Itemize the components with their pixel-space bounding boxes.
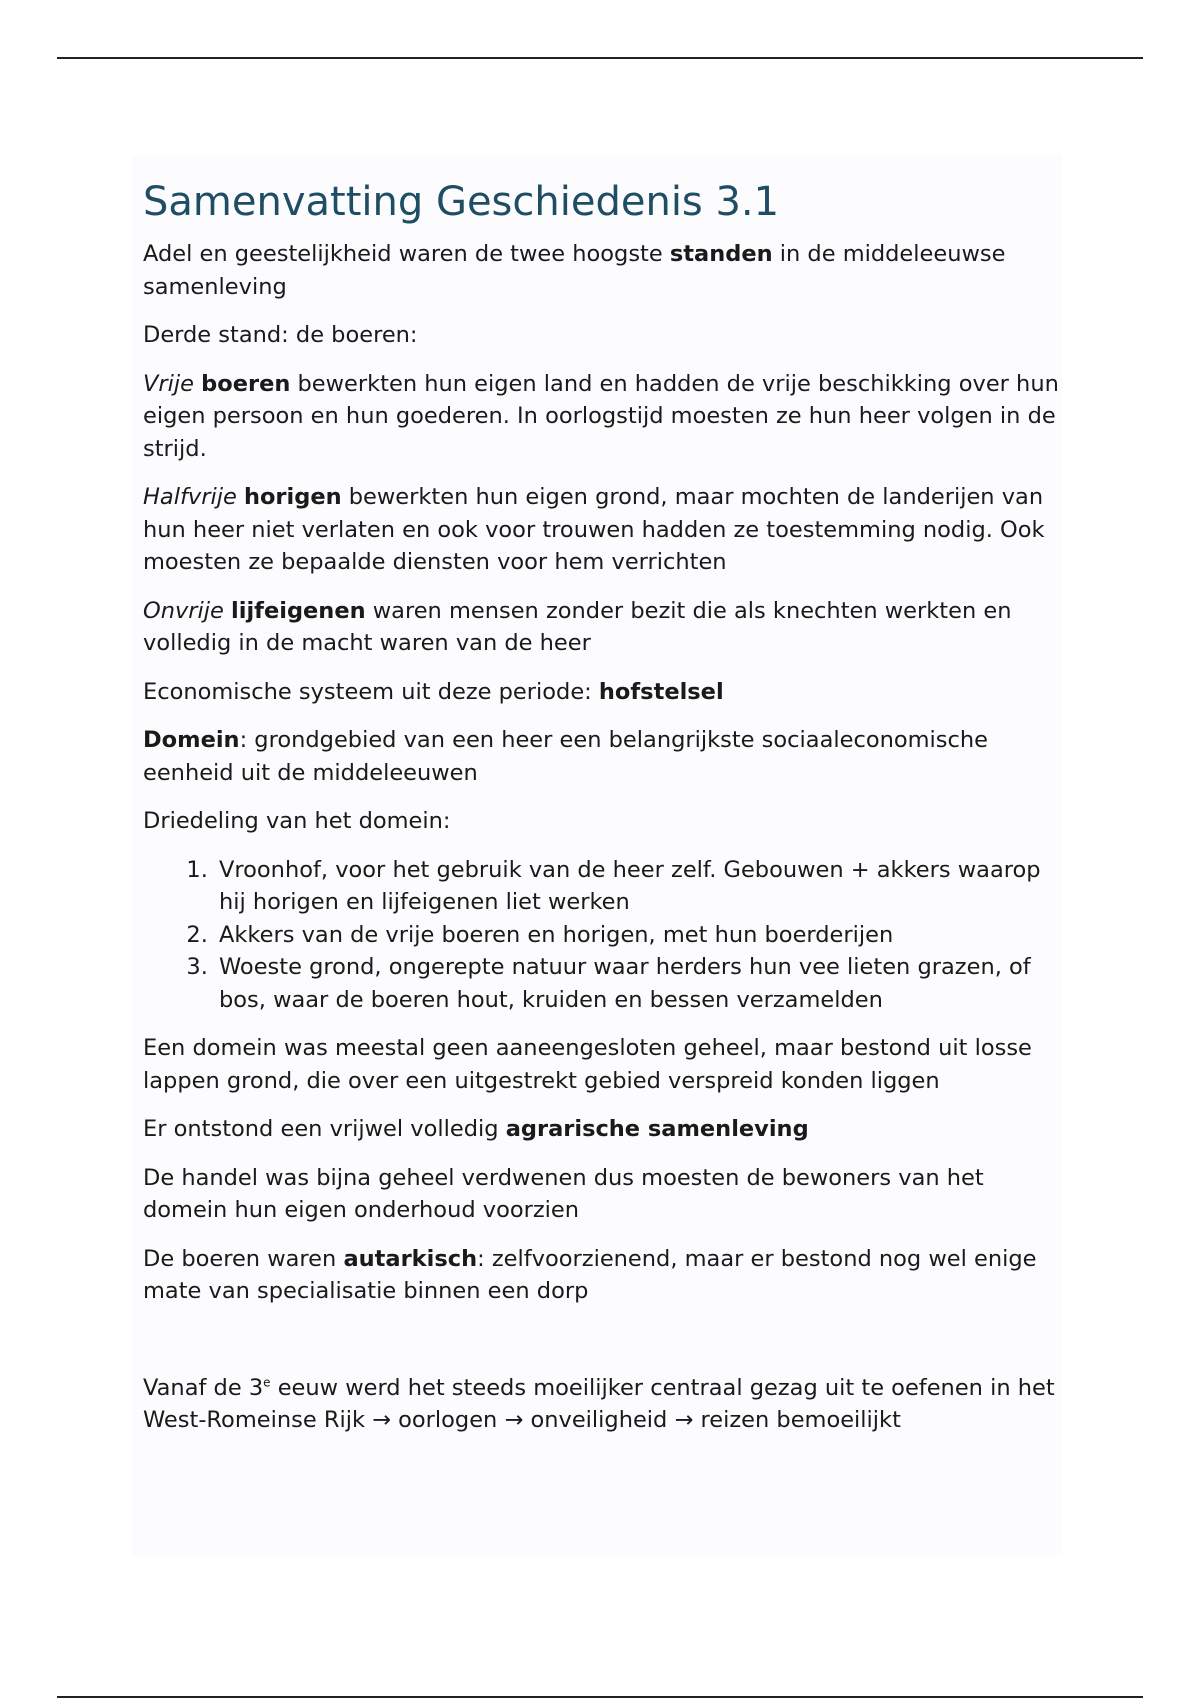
paragraph-agrarisch: Er ontstond een vrijwel volledig agrarische samenleving [143,1116,809,1142]
paragraph-vrije-boeren: Vrije boeren bewerkten hun eigen land en hadden de vrije beschikking over hun eigen persoon en hun goederen. In oorlogstijd moesten ze hun heer volgen in de strijd. [143,370,1059,462]
term-standen: standen [669,241,773,267]
paragraph-standen: Adel en geestelijkheid waren de twee hoogste standen in de middeleeuwse samenleving [143,241,1006,300]
list-item: 1. Vroonhof, voor het gebruik van de heer zelf. Gebouwen + akkers waarop hij horigen en lijfeigenen liet werken [215,854,1063,919]
paragraph-hofstelsel: Economische systeem uit deze periode: hofstelsel [143,678,724,705]
driedeling-list [143,854,1063,1017]
paragraph-autarkisch: De boeren waren autarkisch: zelfvoorzienend, maar er bestond nog wel enige mate van specialisatie binnen een dorp [143,1245,1037,1304]
paragraph-domein: Domein: grondgebied van een heer een belangrijkste sociaaleconomische eenheid uit de middeleeuwen [143,727,988,786]
term-horigen: horigen [243,484,342,510]
term-boeren: boeren [201,370,291,397]
paragraph-handel: De handel was bijna geheel verdwenen dus moesten de bewoners van het domein hun eigen onderhoud voorzien [143,1164,984,1223]
list-item: 2. Akkers van de vrije boeren en horigen, met hun boerderijen [215,919,1063,952]
paragraph-west-romeinse-rijk: Vanaf de 3e eeuw werd het steeds moeilijker centraal gezag uit te oefenen in het West-Romeinse Rijk → oorlogen → onveiligheid → reizen bemoeilijkt [143,1374,1055,1433]
term-hofstelsel: hofstelsel [598,678,724,705]
paragraph-driedeling: Driedeling van het domein: [143,808,451,834]
term-lijfeigenen: lijfeigenen [231,597,366,624]
term-autarkisch: autarkisch [343,1245,478,1272]
paragraph-horigen: Halfvrije horigen bewerkten hun eigen grond, maar mochten de landerijen van hun heer niet verlaten en ook voor trouwen hadden ze toestemming nodig. Ook moesten ze bepaalde diensten voor hem verrichten [143,484,1045,575]
paragraph-lijfeigenen: Onvrije lijfeigenen waren mensen zonder bezit die als knechten werkten en volledig in de macht waren van de heer [143,597,1012,656]
bottom-rule [57,1696,1143,1698]
document-body [143,176,1063,1453]
paragraph-losse-lappen: Een domein was meestal geen aaneengesloten geheel, maar bestond uit losse lappen grond, die over een uitgestrekt gebied verspreid konden liggen [143,1035,1032,1094]
term-agrarische-samenleving: agrarische samenleving [505,1116,809,1142]
paragraph-derde-stand: Derde stand: de boeren: [143,322,418,348]
top-rule [57,57,1143,59]
term-domein: Domein [143,727,240,753]
list-item: 3. Woeste grond, ongerepte natuur waar herders hun vee lieten grazen, of bos, waar de boeren hout, kruiden en bessen verzamelden [215,951,1063,1016]
page-title: Samenvatting Geschiedenis 3.1 [143,179,780,225]
spacer [143,1324,1063,1372]
